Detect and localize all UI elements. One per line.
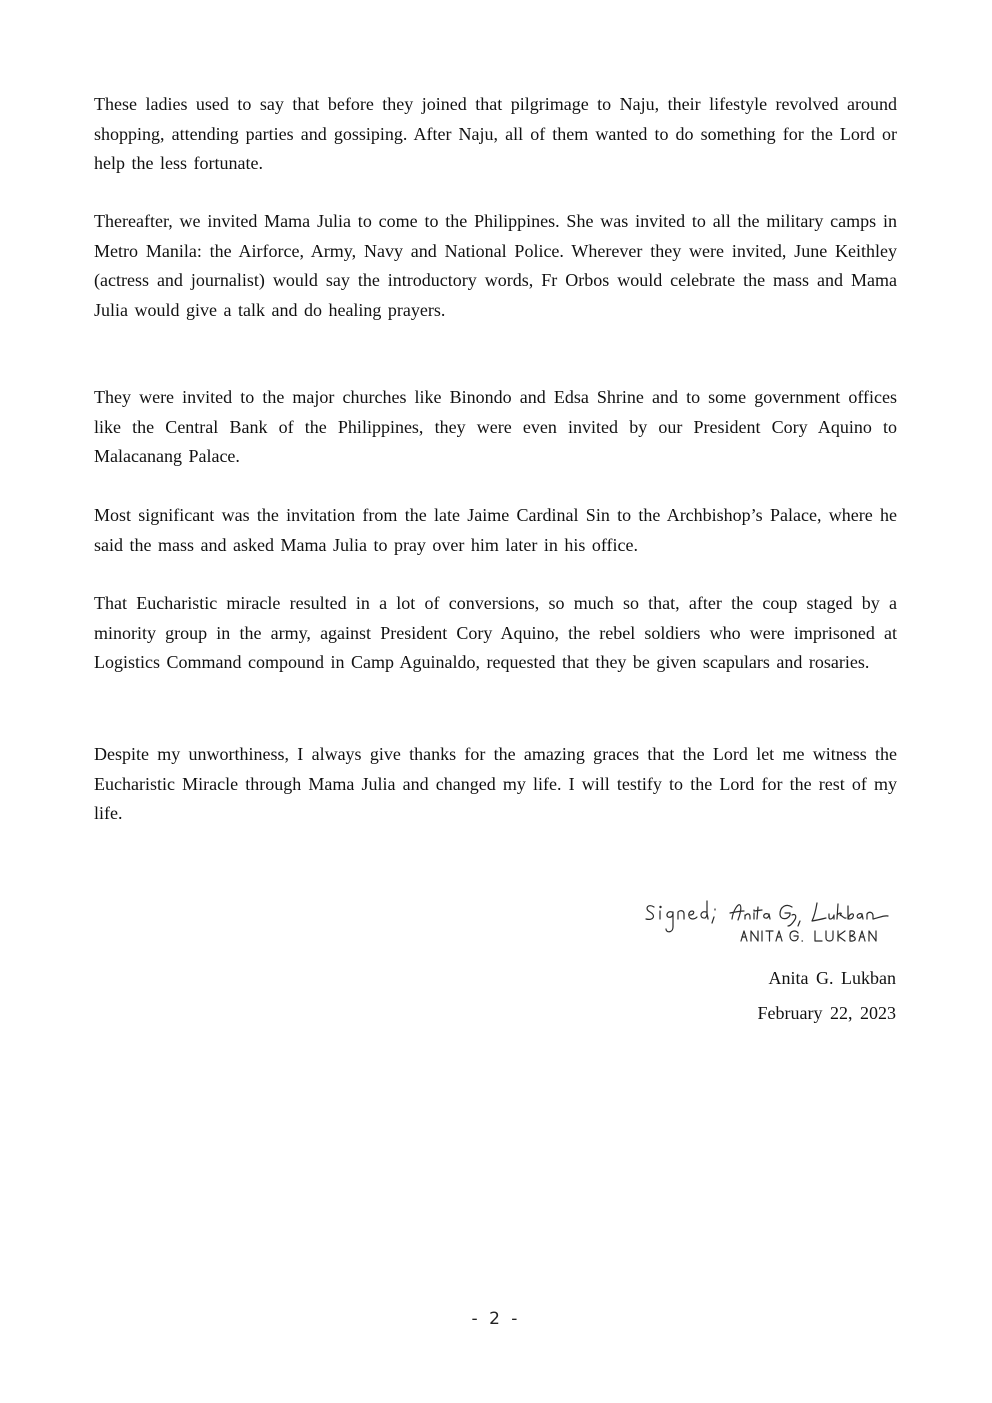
signature-date: February 22, 2023 [757, 1003, 896, 1023]
paragraph-conversions: That Eucharistic miracle resulted in a lot of conversions, so much so that, after the coup staged by a minority group in the army, against President Cory Aquino, the rebel soldiers who were imprisoned at Logistics Command compound in Camp Aguinaldo, requested that they be given scapulars and rosaries. [94, 593, 897, 672]
signatory-name: Anita G. Lukban [768, 968, 896, 988]
paragraph-pilgrimage: These ladies used to say that before they joined that pilgrimage to Naju, their lifestyle revolved around shopping, attending parties and gossiping. After Naju, all of them wanted to do something for the Lord or help the less fortunate. [94, 94, 897, 173]
handwritten-signature [640, 893, 900, 953]
paragraph-thanks: Despite my unworthiness, I always give thanks for the amazing graces that the Lord let me witness the Eucharistic Miracle through Mama Julia and changed my life. I will testify to the Lord for the rest of my life. [94, 744, 897, 823]
page-number: - 2 - [471, 1309, 521, 1329]
paragraph-churches-offices: They were invited to the major churches like Binondo and Edsa Shrine and to some government offices like the Central Bank of the Philippines, they were even invited by our President Cory Aquino to Malacanang Palace. [94, 387, 897, 466]
paragraph-invitation-philippines: Thereafter, we invited Mama Julia to come to the Philippines. She was invited to all the military camps in Metro Manila: the Airforce, Army, Navy and National Police. Wherever they were invited, June Keithley (actress and journalist) would say the introductory words, Fr Orbos would celebrate the mass and Mama Julia would give a talk and do healing prayers. [94, 211, 897, 320]
paragraph-cardinal-sin: Most significant was the invitation from the late Jaime Cardinal Sin to the Archbishop’s Palace, where he said the mass and asked Mama Julia to pray over him later in his office. [94, 505, 897, 555]
